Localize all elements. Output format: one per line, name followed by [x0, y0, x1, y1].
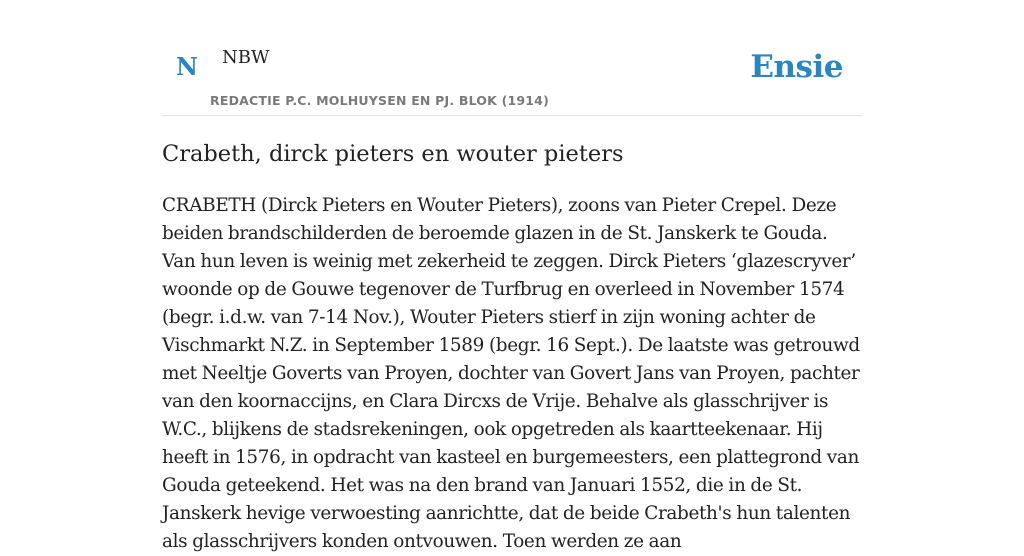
- article-title: Crabeth, dirck pieters en wouter pieters: [162, 141, 624, 167]
- source-editors: REDACTIE P.C. MOLHUYSEN EN PJ. BLOK (1914): [210, 93, 549, 108]
- source-logo[interactable]: N: [176, 52, 198, 81]
- source-name[interactable]: NBW: [222, 47, 270, 68]
- article-body: CRABETH (Dirck Pieters en Wouter Pieters), zoons van Pieter Crepel. Deze beiden brandschilderden de beroemde glazen in de St. Janskerk te Gouda. Van hun leven is weinig met zekerheid te zeggen. Dirck Pieters ‘glazescryver’ woonde op de Gouwe tegenover de Turfbrug en overleed in November 1574 (begr. i.d.w. van 7-14 Nov.), Wouter Pieters stierf in zijn woning achter de Vischmarkt N.Z. in September 1589 (begr. 16 Sept.). De laatste was getrouwd met Neeltje Goverts van Proyen, dochter van Govert Jans van Proyen, pachter van den koornaccijns, en Clara Dircxs de Vrije. Behalve als glasschrijver is W.C., blijkens de stadsrekeningen, ook opgetreden als kaartteekenaar. Hij heeft in 1576, in opdracht van kasteel en burgemeesters, een plattegrond van Gouda geteekend. Het was na den brand van Januari 1552, die in de St. Janskerk hevige verwoesting aanrichtte, dat de beide Crabeth's hun talenten als glasschrijvers konden ontvouwen. Toen werden ze aan: [162, 195, 860, 552]
- brand-logo[interactable]: Ensie: [750, 49, 843, 85]
- source-header: [162, 0, 862, 116]
